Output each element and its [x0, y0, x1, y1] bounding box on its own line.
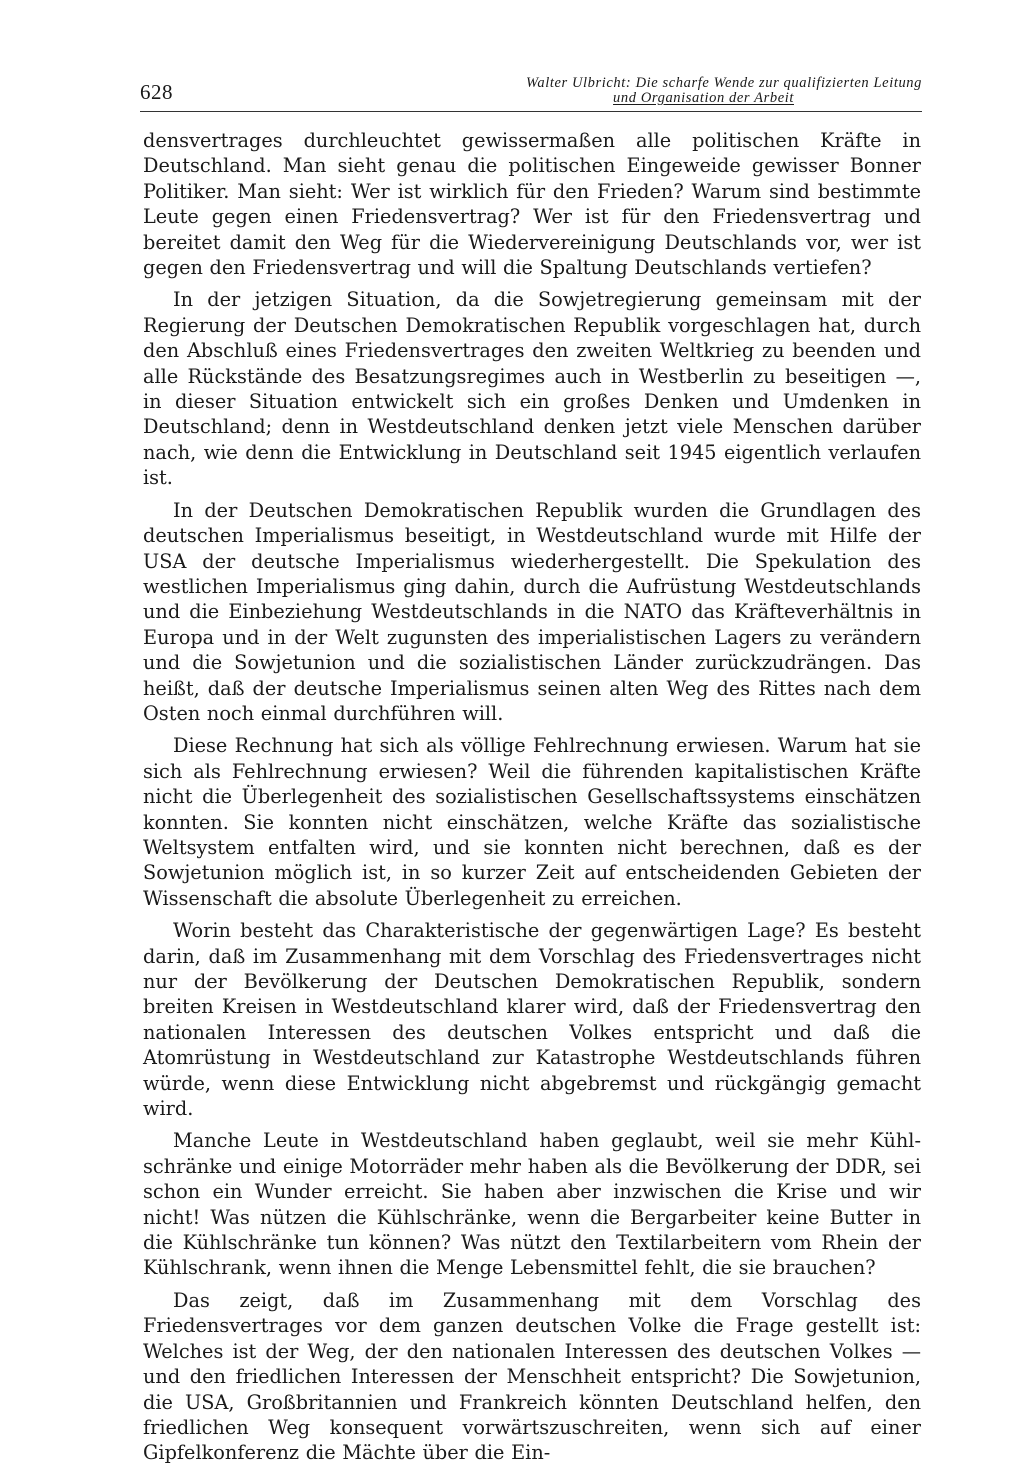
paragraph-5: Worin besteht das Charakteristische der gegenwärtigen Lage? Es besteht darin, daß im Zusammenhang mit dem Vorschlag des Friedensvertrages nicht nur der Bevölkerung der Deutschen Demokratischen Republik, sondern breiten Kreisen in Westdeutschland klarer wird, daß der Friedensvertrag den nationalen Interessen des deutschen Volkes entspricht und daß die Atomrüstung in Westdeutschland zur Katastrophe Westdeutschlands führen würde, wenn diese Entwicklung nicht abgebremst und rückgängig gemacht wird. [143, 919, 921, 1121]
body-text [143, 128, 921, 1473]
running-head-line-2: und Organisation der Arbeit [613, 90, 794, 106]
paragraph-2: In der jetzigen Situation, da die Sowjetregierung gemeinsam mit der Regierung der Deutschen Demokratischen Republik vorgeschlagen hat, durch den Abschluß eines Friedensvertrages den zweiten Weltkrieg zu beenden und alle Rückstände des Besatzungsregimes auch in Westberlin zu beseitigen —, in dieser Situation entwickelt sich ein großes Denken und Umdenken in Deutschland; denn in Westdeutschland denken jetzt viele Menschen darüber nach, wie denn die Entwicklung in Deutschland seit 1945 eigentlich verlaufen ist. [143, 288, 921, 490]
paragraph-4: Diese Rechnung hat sich als völlige Fehlrechnung erwiesen. Warum hat sie sich als Fehlrechnung erwiesen? Weil die führenden kapitalistischen Kräfte nicht die Überlegenheit des sozialistischen Gesellschaftssystems einschätzen konnten. Sie konnten nicht einschätzen, welche Kräfte das sozialistische Weltsystem entfalten wird, und sie konnten nicht berechnen, daß es der Sowjetunion möglich ist, in so kurzer Zeit auf entscheidenden Gebieten der Wissenschaft die absolute Überlegenheit zu erreichen. [143, 734, 921, 910]
running-head-line-1: Walter Ulbricht: Die scharfe Wende zur qualifizierten Leitung [526, 75, 922, 91]
paragraph-3: In der Deutschen Demokratischen Republik wurden die Grundlagen des deutschen Imperialismus beseitigt, in Westdeutschland wurde mit Hilfe der USA der deutsche Imperialismus wiederhergestellt. Die Spekulation des westlichen Imperialismus ging dahin, durch die Aufrüstung Westdeutschlands und die Einbeziehung Westdeutschlands in die NATO das Kräfteverhältnis in Europa und in der Welt zugunsten des imperialistischen Lagers zu verändern und die Sowjetunion und die sozialistischen Länder zurückzudrängen. Das heißt, daß der deutsche Imperialismus seinen alten Weg des Rittes nach dem Osten noch einmal durchführen will. [143, 498, 921, 725]
paragraph-7: Das zeigt, daß im Zusammenhang mit dem Vorschlag des Friedensvertrages vor dem ganzen deutschen Volke die Frage gestellt ist: Welches ist der Weg, der den nationalen Interessen des deutschen Volkes — und den friedlichen Interessen der Menschheit entspricht? Die Sowjetunion, die USA, Großbritannien und Frankreich könnten Deutschland helfen, den friedlichen Weg konsequent vorwärtszuschreiten, wenn sich auf einer Gipfelkonferenz die Mächte über die Ein- [143, 1288, 921, 1465]
paragraph-6: Manche Leute in Westdeutschland haben geglaubt, weil sie mehr Kühlschränke und einige Motorräder mehr haben als die Bevölkerung der DDR, sei schon ein Wunder erreicht. Sie haben aber inzwischen die Krise und wir nicht! Was nützen die Kühlschränke, wenn die Bergarbeiter keine Butter in die Kühlschränke tun können? Was nützt den Textilarbeitern vom Rhein der Kühlschrank, wenn ihnen die Menge Lebensmittel fehlt, die sie brauchen? [143, 1129, 921, 1280]
header-rule [140, 111, 922, 112]
running-head [526, 76, 922, 106]
page-header [140, 76, 922, 110]
page-number: 628 [140, 80, 173, 104]
paragraph-1: densvertrages durchleuchtet gewissermaßen alle politischen Kräfte in Deutschland. Man sieht genau die politischen Eingeweide gewisser Bonner Politiker. Man sieht: Wer ist wirklich für den Frieden? Warum sind bestimmte Leute gegen einen Friedensvertrag? Wer ist für den Friedensvertrag und bereitet damit den Weg für die Wiedervereinigung Deutschlands vor, wer ist gegen den Friedensvertrag und will die Spaltung Deutschlands vertiefen? [143, 129, 921, 280]
